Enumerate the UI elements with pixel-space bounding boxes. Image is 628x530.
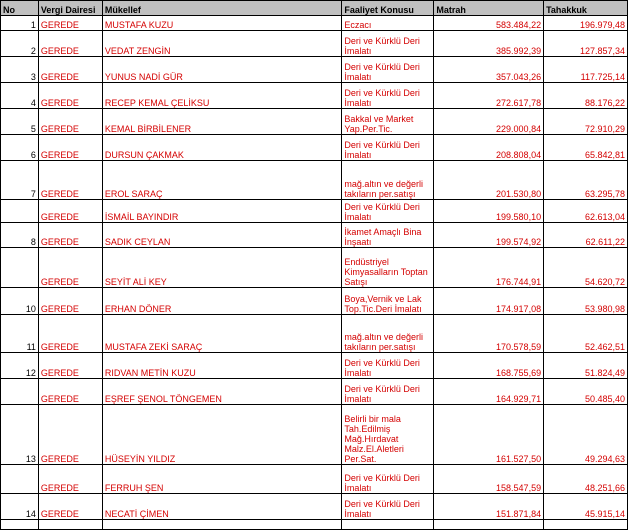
matrah-cell[interactable]: 583.484,22 (434, 16, 544, 31)
table-row[interactable] (1, 200, 628, 223)
row-number[interactable]: 10 (1, 288, 39, 315)
header-vergi-dairesi[interactable]: Vergi Dairesi (38, 1, 102, 16)
vergi-dairesi-cell[interactable]: GEREDE (38, 16, 102, 31)
faaliyet-cell[interactable]: Bakkal ve Market Yap.Per.Tic. (342, 109, 434, 135)
empty-cell[interactable] (102, 520, 342, 530)
vergi-dairesi-cell[interactable]: GEREDE (38, 31, 102, 57)
tahakkuk-cell[interactable]: 48.251,66 (544, 465, 628, 494)
matrah-cell[interactable]: 158.547,59 (434, 465, 544, 494)
tahakkuk-cell[interactable]: 49.294,63 (544, 405, 628, 465)
row-number[interactable]: 7 (1, 161, 39, 200)
matrah-cell[interactable]: 201.530,80 (434, 161, 544, 200)
faaliyet-cell[interactable]: mağ.altın ve değerli takıların per.satışı (342, 315, 434, 353)
table-row[interactable] (1, 405, 628, 465)
header-matrah[interactable]: Matrah (434, 1, 544, 16)
tahakkuk-cell[interactable]: 63.295,78 (544, 161, 628, 200)
tahakkuk-cell[interactable]: 196.979,48 (544, 16, 628, 31)
empty-row (1, 520, 628, 530)
table-row[interactable] (1, 379, 628, 405)
table-row[interactable] (1, 248, 628, 288)
matrah-cell[interactable]: 168.755,69 (434, 353, 544, 379)
vergi-dairesi-cell[interactable]: GEREDE (38, 57, 102, 83)
header-faaliyet-konusu[interactable]: Faaliyet Konusu (342, 1, 434, 16)
tahakkuk-cell[interactable]: 127.857,34 (544, 31, 628, 57)
header-no[interactable]: No (1, 1, 39, 16)
vergi-dairesi-cell[interactable]: GEREDE (38, 315, 102, 353)
tahakkuk-cell[interactable]: 54.620,72 (544, 248, 628, 288)
tahakkuk-cell[interactable]: 62.611,22 (544, 223, 628, 248)
tahakkuk-cell[interactable]: 52.462,51 (544, 315, 628, 353)
faaliyet-cell[interactable]: Deri ve Kürklü Deri İmalatı (342, 200, 434, 223)
mukellef-cell[interactable]: İSMAİL BAYINDIR (102, 200, 342, 223)
matrah-cell[interactable]: 199.574,92 (434, 223, 544, 248)
tahakkuk-cell[interactable]: 117.725,14 (544, 57, 628, 83)
row-number[interactable]: 12 (1, 353, 39, 379)
vergi-dairesi-cell[interactable]: GEREDE (38, 288, 102, 315)
table-row[interactable] (1, 161, 628, 200)
mukellef-cell[interactable]: SADIK CEYLAN (102, 223, 342, 248)
mukellef-cell[interactable]: KEMAL BİRBİLENER (102, 109, 342, 135)
mukellef-cell[interactable]: ERHAN DÖNER (102, 288, 342, 315)
mukellef-cell[interactable]: YUNUS NADİ GÜR (102, 57, 342, 83)
vergi-dairesi-cell[interactable]: GEREDE (38, 200, 102, 223)
table-row[interactable] (1, 83, 628, 109)
vergi-dairesi-cell[interactable]: GEREDE (38, 353, 102, 379)
matrah-cell[interactable]: 208.808,04 (434, 135, 544, 161)
vergi-dairesi-cell[interactable]: GEREDE (38, 223, 102, 248)
header-tahakkuk[interactable]: Tahakkuk (544, 1, 628, 16)
faaliyet-cell[interactable]: Deri ve Kürklü Deri İmalatı (342, 494, 434, 520)
faaliyet-cell[interactable]: Eczacı (342, 16, 434, 31)
table-row[interactable] (1, 288, 628, 315)
table-row[interactable] (1, 109, 628, 135)
row-number[interactable]: 14 (1, 494, 39, 520)
tahakkuk-cell[interactable]: 72.910,29 (544, 109, 628, 135)
vergi-dairesi-cell[interactable]: GEREDE (38, 109, 102, 135)
header-mukellef[interactable]: Mükellef (102, 1, 342, 16)
mukellef-cell[interactable]: SEYİT ALİ KEY (102, 248, 342, 288)
mukellef-cell[interactable]: MUSTAFA ZEKİ SARAÇ (102, 315, 342, 353)
mukellef-cell[interactable]: EROL SARAÇ (102, 161, 342, 200)
faaliyet-cell[interactable]: Deri ve Kürklü Deri İmalatı (342, 353, 434, 379)
vergi-dairesi-cell[interactable]: GEREDE (38, 494, 102, 520)
row-number[interactable]: 8 (1, 223, 39, 248)
empty-cell[interactable] (1, 520, 39, 530)
row-number[interactable]: 5 (1, 109, 39, 135)
table-row[interactable] (1, 494, 628, 520)
mukellef-cell[interactable]: RIDVAN METİN KUZU (102, 353, 342, 379)
faaliyet-cell[interactable]: Deri ve Kürklü Deri İmalatı (342, 135, 434, 161)
mukellef-cell[interactable]: FERRUH ŞEN (102, 465, 342, 494)
faaliyet-cell[interactable]: İkamet Amaçlı Bina İnşaatı (342, 223, 434, 248)
matrah-cell[interactable]: 385.992,39 (434, 31, 544, 57)
matrah-cell[interactable]: 170.578,59 (434, 315, 544, 353)
faaliyet-cell[interactable]: Deri ve Kürklü Deri İmalatı (342, 379, 434, 405)
row-number[interactable]: 3 (1, 57, 39, 83)
vergi-dairesi-cell[interactable]: GEREDE (38, 379, 102, 405)
mukellef-cell[interactable]: MUSTAFA KUZU (102, 16, 342, 31)
table-row[interactable] (1, 135, 628, 161)
row-number[interactable]: 2 (1, 31, 39, 57)
vergi-dairesi-cell[interactable]: GEREDE (38, 248, 102, 288)
empty-cell[interactable] (38, 520, 102, 530)
tahakkuk-cell[interactable]: 50.485,40 (544, 379, 628, 405)
empty-cell[interactable] (434, 520, 544, 530)
table-row[interactable] (1, 465, 628, 494)
tahakkuk-cell[interactable]: 45.915,14 (544, 494, 628, 520)
tahakkuk-cell[interactable]: 53.980,98 (544, 288, 628, 315)
matrah-cell[interactable]: 176.744,91 (434, 248, 544, 288)
row-number[interactable]: 13 (1, 405, 39, 465)
matrah-cell[interactable]: 151.871,84 (434, 494, 544, 520)
row-number[interactable]: 6 (1, 135, 39, 161)
matrah-cell[interactable]: 199.580,10 (434, 200, 544, 223)
matrah-cell[interactable]: 161.527,50 (434, 405, 544, 465)
tahakkuk-cell[interactable]: 62.613,04 (544, 200, 628, 223)
row-number[interactable] (1, 379, 39, 405)
mukellef-cell[interactable]: RECEP KEMAL ÇELİKSU (102, 83, 342, 109)
table-row[interactable] (1, 31, 628, 57)
vergi-dairesi-cell[interactable]: GEREDE (38, 135, 102, 161)
row-number[interactable]: 4 (1, 83, 39, 109)
table-row[interactable] (1, 57, 628, 83)
vergi-dairesi-cell[interactable]: GEREDE (38, 83, 102, 109)
matrah-cell[interactable]: 174.917,08 (434, 288, 544, 315)
row-number[interactable]: 11 (1, 315, 39, 353)
vergi-dairesi-cell[interactable]: GEREDE (38, 405, 102, 465)
matrah-cell[interactable]: 272.617,78 (434, 83, 544, 109)
faaliyet-cell[interactable]: Boya,Vernik ve Lak Top.Tic.Deri İmalatı (342, 288, 434, 315)
table-row[interactable] (1, 223, 628, 248)
mukellef-cell[interactable]: EŞREF ŞENOL TÖNGEMEN (102, 379, 342, 405)
tahakkuk-cell[interactable]: 51.824,49 (544, 353, 628, 379)
empty-cell[interactable] (544, 520, 628, 530)
row-number[interactable] (1, 200, 39, 223)
header-row (1, 1, 628, 16)
row-number[interactable]: 1 (1, 16, 39, 31)
faaliyet-cell[interactable]: mağ.altın ve değerli takıların per.satışı (342, 161, 434, 200)
matrah-cell[interactable]: 357.043,26 (434, 57, 544, 83)
mukellef-cell[interactable]: NECATİ ÇİMEN (102, 494, 342, 520)
empty-cell[interactable] (342, 520, 434, 530)
faaliyet-cell[interactable]: Deri ve Kürklü Deri İmalatı (342, 57, 434, 83)
mukellef-cell[interactable]: VEDAT ZENGİN (102, 31, 342, 57)
faaliyet-cell[interactable]: Deri ve Kürklü Deri İmalatı (342, 31, 434, 57)
faaliyet-cell[interactable]: Endüstriyel Kimyasalların Toptan Satışı (342, 248, 434, 288)
faaliyet-cell[interactable]: Deri ve Kürklü Deri İmalatı (342, 83, 434, 109)
vergi-dairesi-cell[interactable]: GEREDE (38, 465, 102, 494)
row-number[interactable] (1, 248, 39, 288)
faaliyet-cell[interactable]: Belirli bir mala Tah.Edilmiş Mağ.Hırdavat Malz.El.Aletleri Per.Sat. (342, 405, 434, 465)
matrah-cell[interactable]: 164.929,71 (434, 379, 544, 405)
faaliyet-cell[interactable]: Deri ve Kürklü Deri İmalatı (342, 465, 434, 494)
mukellef-cell[interactable]: HÜSEYİN YILDIZ (102, 405, 342, 465)
tahakkuk-cell[interactable]: 88.176,22 (544, 83, 628, 109)
tahakkuk-cell[interactable]: 65.842,81 (544, 135, 628, 161)
table-row[interactable] (1, 315, 628, 353)
vergi-dairesi-cell[interactable]: GEREDE (38, 161, 102, 200)
matrah-cell[interactable]: 229.000,84 (434, 109, 544, 135)
row-number[interactable] (1, 465, 39, 494)
table-row[interactable] (1, 16, 628, 31)
mukellef-cell[interactable]: DURSUN ÇAKMAK (102, 135, 342, 161)
table-row[interactable] (1, 353, 628, 379)
